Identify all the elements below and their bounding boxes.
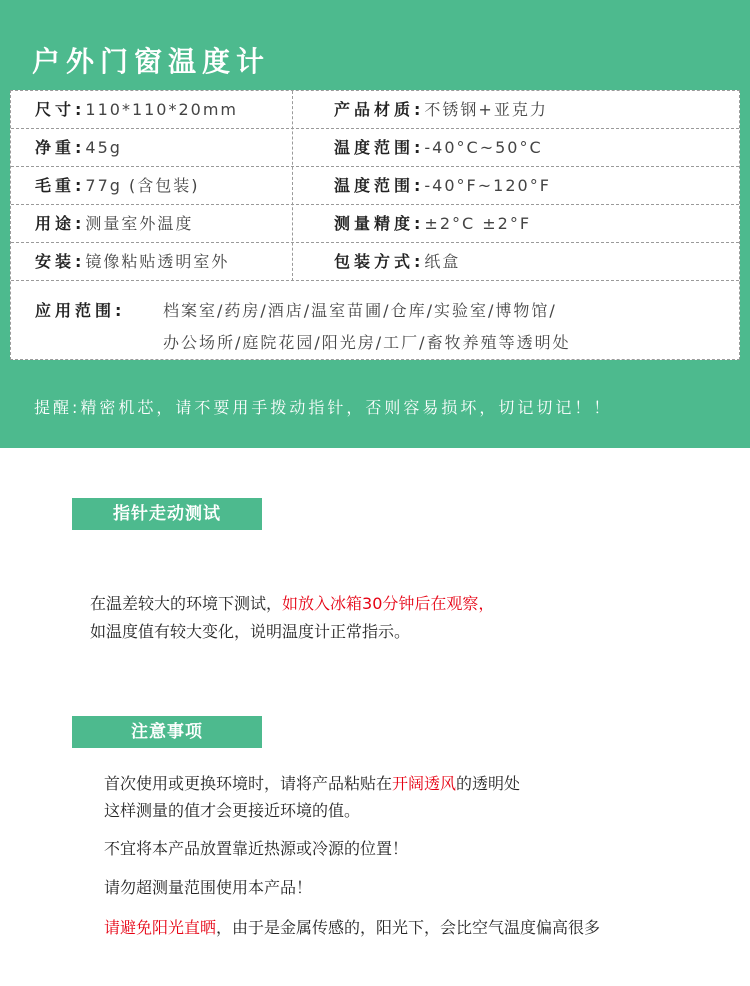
paragraph: 如温度值有较大变化，说明温度计正常指示。 [90,622,411,641]
spec-key: 温度范围: [334,138,425,157]
spec-value: 45g [85,138,122,157]
header-banner [0,0,750,448]
spec-key: 净重: [35,138,86,157]
reminder-text: 提醒:精密机芯，请不要用手拨动指针，否则容易损坏，切记切记！！ [34,398,613,417]
highlight-text: 请避免阳光直晒 [104,918,217,937]
spec-key: 尺寸: [35,100,86,119]
section-badge-pointer-test: 指针走动测试 [72,498,262,530]
highlight-text: 如放入冰箱30分钟后在观察， [282,594,495,613]
paragraph [90,590,494,618]
spec-row [11,129,739,167]
section-badge-notes: 注意事项 [72,716,262,748]
paragraph: 这样测量的值才会更接近环境的值。 [104,801,361,820]
spec-row [11,243,739,281]
text: 首次使用或更换环境时，请将产品粘贴在 [104,774,393,793]
paragraph [104,914,600,942]
spec-row [11,205,739,243]
spec-table [10,90,740,360]
spec-value: 纸盒 [424,252,461,271]
spec-key: 温度范围: [334,176,425,195]
highlight-text: 开阔透风 [392,774,457,793]
application-line: 办公场所/庭院花园/阳光房/工厂/畜牧养殖等透明处 [163,333,571,352]
spec-key: 安装: [35,252,86,271]
spec-value: -40°F~120°F [424,176,551,195]
paragraph [104,770,520,798]
paragraph: 请勿超测量范围使用本产品！ [104,878,313,897]
spec-key: 测量精度: [334,214,425,233]
application-key: 应用范围: [35,301,126,320]
spec-row [11,91,739,129]
spec-value: 测量室外温度 [85,214,194,233]
page-title: 户外门窗温度计 [32,45,271,78]
spec-key: 用途: [35,214,86,233]
spec-value: 77g (含包装) [85,176,200,195]
text: ，由于是金属传感的，阳光下，会比空气温度偏高很多 [216,918,601,937]
spec-value: 不锈钢+亚克力 [424,100,548,119]
spec-value: -40°C~50°C [424,138,543,157]
application-line: 档案室/药房/酒店/温室苗圃/仓库/实验室/博物馆/ [163,301,557,320]
text: 的透明处 [456,774,521,793]
spec-key: 包装方式: [334,252,425,271]
paragraph: 不宜将本产品放置靠近热源或冷源的位置！ [104,839,409,858]
spec-value: ±2°C ±2°F [424,214,532,233]
spec-value: 110*110*20mm [85,100,239,119]
spec-key: 毛重: [35,176,86,195]
text: 在温差较大的环境下测试， [90,594,283,613]
spec-key: 产品材质: [334,100,425,119]
spec-row [11,167,739,205]
spec-value: 镜像粘贴透明室外 [85,252,230,271]
